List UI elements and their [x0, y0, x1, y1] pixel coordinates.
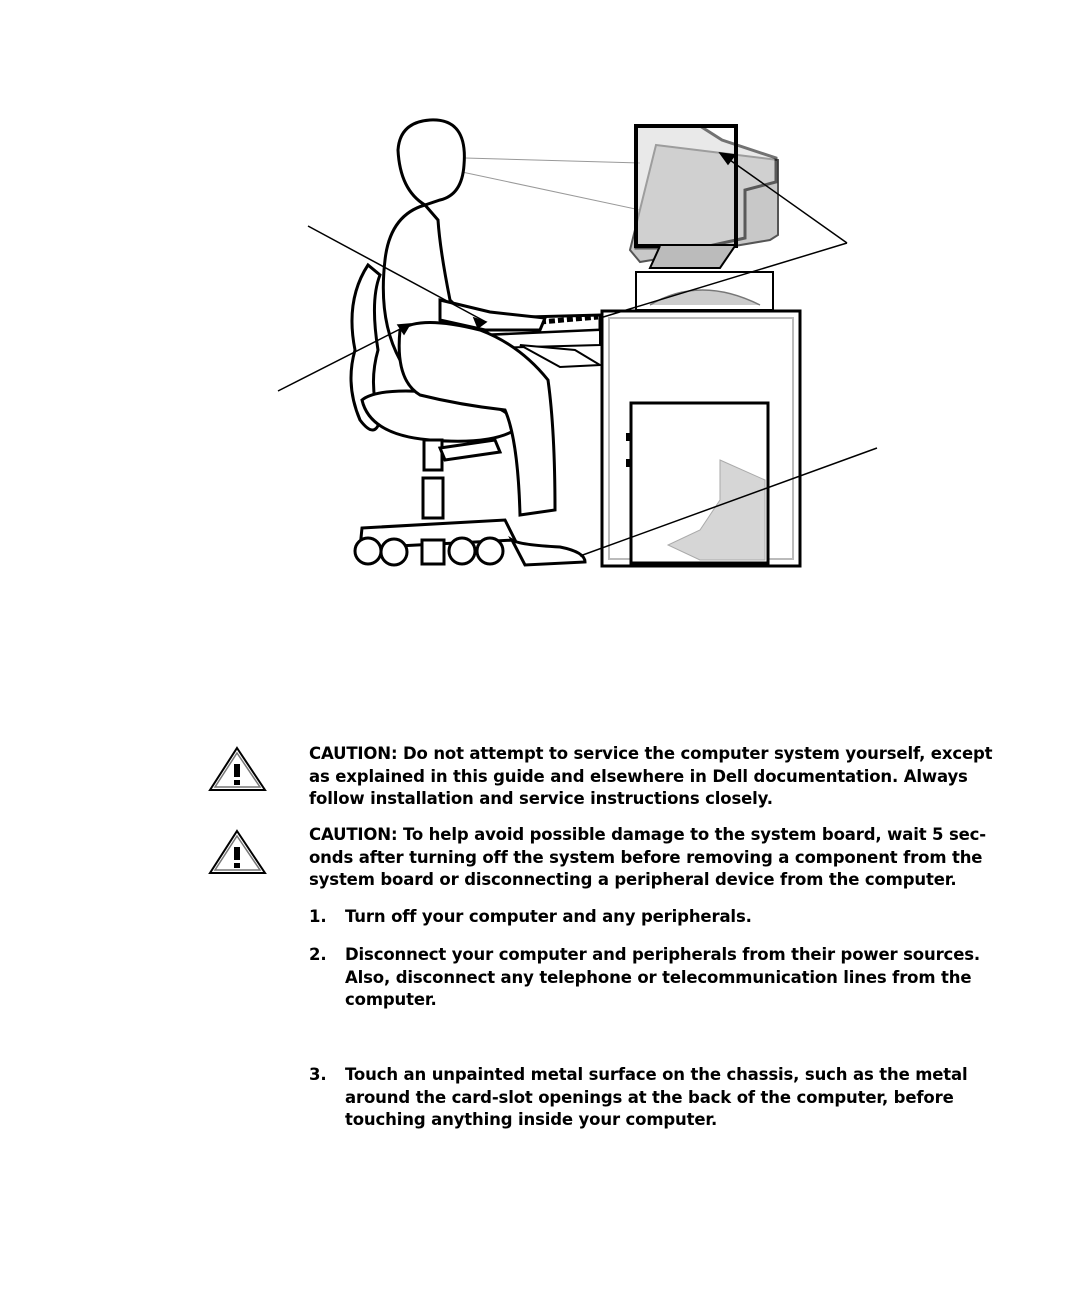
step-number: 3. — [309, 1065, 327, 1084]
caution-text: CAUTION: To help avoid possible damage to the system board, wait 5 sec-onds after turning off the system before removing a component from the system board or disconnecting a peripheral device from the computer. — [309, 825, 987, 889]
computer-tower — [602, 311, 800, 566]
caution-text: CAUTION: Do not attempt to service the computer system yourself, except as explained in this guide and elsewhere in Dell documentation. Always follow installation and service instructions closely. — [309, 744, 993, 808]
monitor — [630, 126, 778, 310]
step-text: Disconnect your computer and peripherals from their power sources. Also, disconnect any telephone or telecommunication lines from the computer. — [345, 945, 981, 1009]
step-text: Turn off your computer and any peripherals. — [345, 907, 752, 926]
sight-lines — [462, 158, 640, 210]
step-number: 2. — [309, 945, 327, 964]
ergonomic-posture-illustration — [0, 0, 1080, 620]
caution-triangle-icon — [208, 746, 268, 792]
step-number: 1. — [309, 907, 327, 926]
caution-triangle-icon — [208, 829, 268, 875]
step-text: Touch an unpainted metal surface on the chassis, such as the metal around the card-slot openings at the back of the computer, before touching anything inside your computer. — [345, 1065, 968, 1129]
